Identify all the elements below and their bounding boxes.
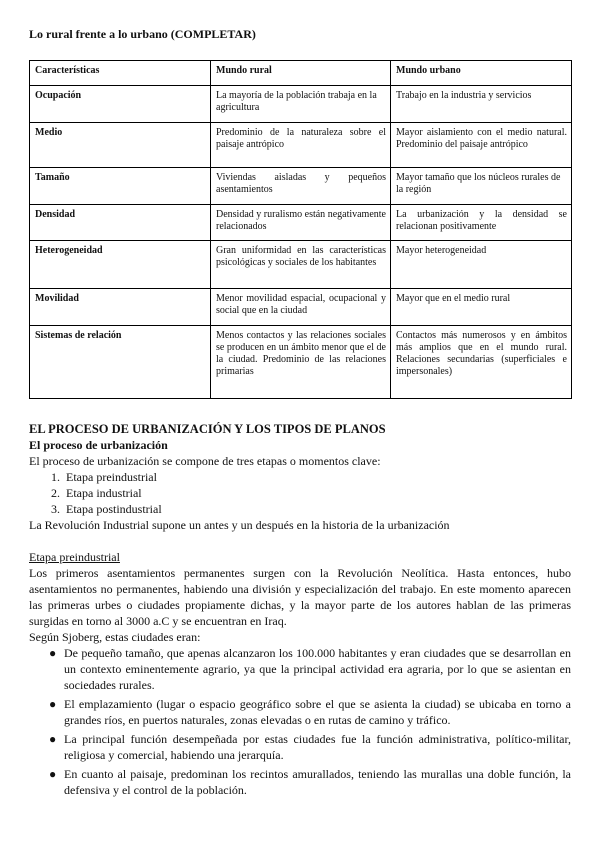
row-urban: Contactos más numerosos y en ámbitos más amplios que en el mundo rural. Relaciones secundarias (superficiales e impersonales) xyxy=(391,326,572,399)
table-row xyxy=(30,241,572,289)
bullet-icon: ● xyxy=(49,732,57,746)
table-row xyxy=(30,123,572,168)
row-feature: Tamaño xyxy=(30,168,211,205)
row-feature: Heterogeneidad xyxy=(30,241,211,289)
row-feature: Movilidad xyxy=(30,289,211,326)
table-row xyxy=(30,168,572,205)
bullet-text: La principal función desempeñada por estas ciudades fue la función administrativa, político-militar, religiosa y comercial, habiendo una jerarquía. xyxy=(64,732,571,762)
row-rural: Menor movilidad espacial, ocupacional y social que en la ciudad xyxy=(211,289,391,326)
row-urban: La urbanización y la densidad se relacionan positivamente xyxy=(391,205,572,241)
row-urban: Mayor heterogeneidad xyxy=(391,241,572,289)
list-item xyxy=(49,645,571,693)
header-characteristics: Características xyxy=(30,61,211,86)
header-urban: Mundo urbano xyxy=(391,61,572,86)
bullet-icon: ● xyxy=(49,767,57,781)
row-feature: Densidad xyxy=(30,205,211,241)
table-row xyxy=(30,289,572,326)
rural-urban-table xyxy=(29,60,572,399)
list-item: 1. Etapa preindustrial xyxy=(63,469,571,485)
bullet-icon: ● xyxy=(49,646,57,660)
list-item: 3. Etapa postindustrial xyxy=(63,501,571,517)
header-rural: Mundo rural xyxy=(211,61,391,86)
row-feature: Medio xyxy=(30,123,211,168)
row-feature: Sistemas de relación xyxy=(30,326,211,399)
row-rural: Predominio de la naturaleza sobre el paisaje antrópico xyxy=(211,123,391,168)
bullet-text: De pequeño tamaño, que apenas alcanzaron los 100.000 habitantes y eran ciudades que se desarrollan en un contexto eminentemente agrario, ya que la principal actividad era agraria, por lo que se asientan en sociedades rurales. xyxy=(64,646,571,692)
list-item xyxy=(49,766,571,798)
preindustrial-paragraph: Los primeros asentamientos permanentes surgen con la Revolución Neolítica. Hasta entonces, hubo asentamientos no permanentes, habiendo una división y especialización del trabajo. En este momento aparecen las primeras urbes o ciudades propiamente dichas, y la mayor parte de los autores hablan de las primeras surgidas en torno al 3000 a.C y se encuentran en Iraq. xyxy=(29,566,571,628)
preindustrial-heading: Etapa preindustrial xyxy=(29,550,120,564)
bullet-text: El emplazamiento (lugar o espacio geográfico sobre el que se asienta la ciudad) se ubicaba en torno a grandes ríos, en puertos naturales, zonas elevadas o en rutas de camino y tráfico. xyxy=(64,697,571,727)
row-feature: Ocupación xyxy=(30,86,211,123)
bullet-icon: ● xyxy=(49,697,57,711)
list-item xyxy=(49,696,571,728)
row-rural: Menos contactos y las relaciones sociales se producen en un ámbito menor que el de la ciudad. Predominio de las relaciones primarias xyxy=(211,326,391,399)
body-text xyxy=(29,421,571,801)
table-row xyxy=(30,326,572,399)
table-header-row xyxy=(30,61,572,86)
row-urban: Mayor que en el medio rural xyxy=(391,289,572,326)
section-heading: EL PROCESO DE URBANIZACIÓN Y LOS TIPOS DE PLANOS xyxy=(29,422,386,436)
row-rural: La mayoría de la población trabaja en la agricultura xyxy=(211,86,391,123)
row-urban: Trabajo en la industria y servicios xyxy=(391,86,572,123)
revolution-paragraph: La Revolución Industrial supone un antes y un después en la historia de la urbanización xyxy=(29,518,450,532)
row-urban: Mayor aislamiento con el medio natural. Predominio del paisaje antrópico xyxy=(391,123,572,168)
table-row xyxy=(30,86,572,123)
row-urban: Mayor tamaño que los núcleos rurales de la región xyxy=(391,168,572,205)
list-item xyxy=(49,731,571,763)
intro-paragraph: El proceso de urbanización se compone de tres etapas o momentos clave: xyxy=(29,454,381,468)
row-rural: Viviendas aisladas y pequeños asentamientos xyxy=(211,168,391,205)
table-row xyxy=(30,205,572,241)
row-rural: Densidad y ruralismo están negativamente relacionados xyxy=(211,205,391,241)
document-title: Lo rural frente a lo urbano (COMPLETAR) xyxy=(29,27,256,41)
sjoberg-bullets xyxy=(29,645,571,798)
stages-list xyxy=(29,469,571,517)
sjoberg-paragraph: Según Sjoberg, estas ciudades eran: xyxy=(29,630,201,644)
list-item: 2. Etapa industrial xyxy=(63,485,571,501)
subsection-heading: El proceso de urbanización xyxy=(29,438,168,452)
row-rural: Gran uniformidad en las características psicológicas y sociales de los habitantes xyxy=(211,241,391,289)
bullet-text: En cuanto al paisaje, predominan los recintos amurallados, teniendo las murallas una doble función, la defensiva y el control de la población. xyxy=(64,767,571,797)
